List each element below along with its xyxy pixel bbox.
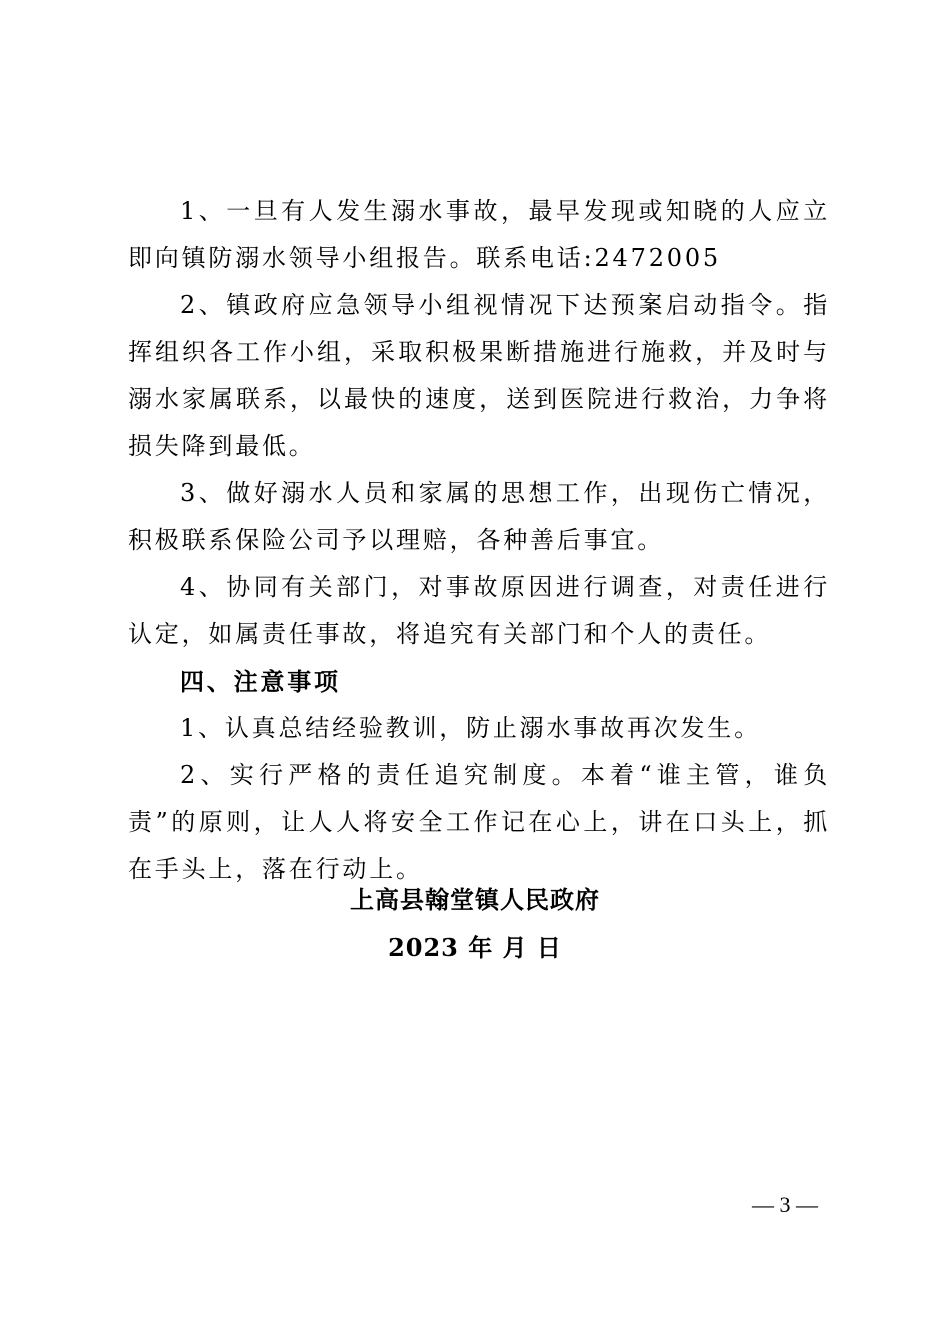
page-number: — 3 — <box>752 1192 818 1217</box>
paragraph-lessons: 1、认真总结经验教训，防止溺水事故再次发生。 <box>180 714 761 742</box>
signature-date: 2023 年 月 日 <box>388 933 562 962</box>
section-heading-notes: 四、注意事项 <box>180 667 341 696</box>
paragraph-report-accident: 1、一旦有人发生溺水事故，最早发现或知晓的人应立即向镇防溺水领导小组报告。联系电话:2472005 <box>128 197 830 272</box>
paragraph-accountability: 2、实行严格的责任追究制度。本着“谁主管，谁负责”的原则，让人人将安全工作记在心上，讲在口头上，抓在手头上，落在行动上。 <box>128 761 830 883</box>
paragraph-investigation: 4、协同有关部门，对事故原因进行调查，对责任进行认定，如属责任事故，将追究有关部门和个人的责任。 <box>128 573 830 648</box>
document-body <box>128 188 830 893</box>
signature-organization: 上高县翰堂镇人民政府 <box>350 885 600 914</box>
paragraph-family-work: 3、做好溺水人员和家属的思想工作，出现伤亡情况，积极联系保险公司予以理赔，各种善后事宜。 <box>128 479 830 554</box>
paragraph-emergency-command: 2、镇政府应急领导小组视情况下达预案启动指令。指挥组织各工作小组，采取积极果断措施进行施救，并及时与溺水家属联系，以最快的速度，送到医院进行救治，力争将损失降到最低。 <box>128 291 830 460</box>
